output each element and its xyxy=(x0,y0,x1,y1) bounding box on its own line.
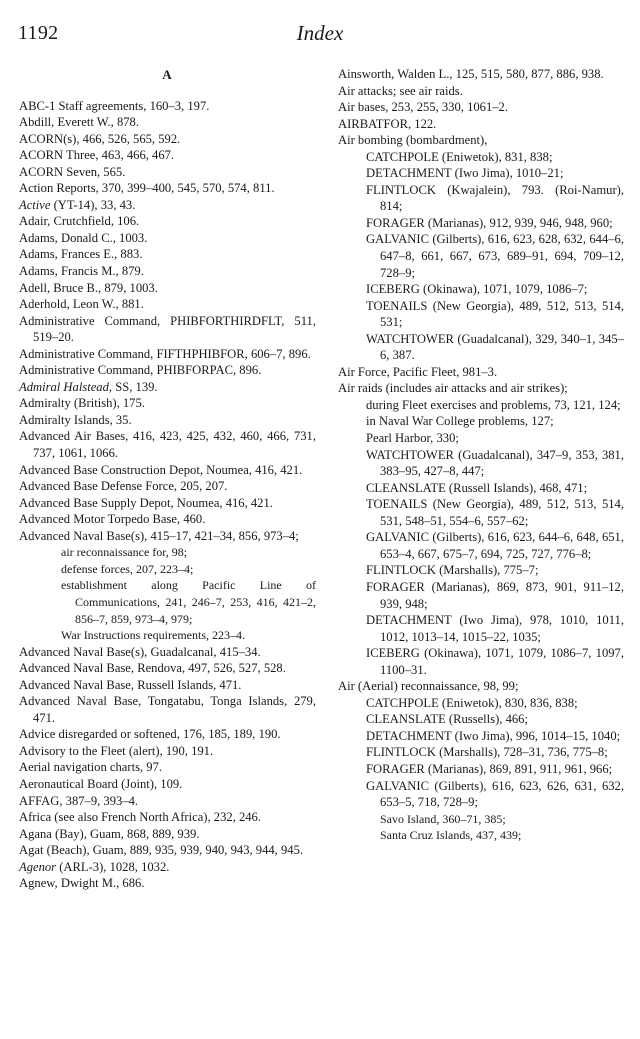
index-entry: Admiralty (British), 175. xyxy=(19,396,145,411)
index-entry: Administrative Command, FIFTHPHIBFOR, 606–7, 896. xyxy=(19,346,311,361)
index-entry: Admiral Halstead, SS, 139. xyxy=(19,379,158,394)
index-subentry: War Instructions requirements, 223–4. xyxy=(61,628,245,643)
index-entry: Adams, Frances E., 883. xyxy=(19,247,143,262)
index-entry: Action Reports, 370, 399–400, 545, 570, 574, 811. xyxy=(19,181,275,196)
index-subentry: ICEBERG (Okinawa), 1071, 1079, 1086–7; xyxy=(366,282,588,297)
index-entry: ACORN(s), 466, 526, 565, 592. xyxy=(19,131,181,146)
index-subentry: FLINTLOCK (Marshalls), 728–31, 736, 775–8; xyxy=(366,745,608,760)
index-entry: Advanced Motor Torpedo Base, 460. xyxy=(19,512,206,527)
index-entry: Air bases, 253, 255, 330, 1061–2. xyxy=(338,100,509,115)
index-subentry: DETACHMENT (Iwo Jima), 996, 1014–15, 1040; xyxy=(366,728,621,743)
index-subentry: Santa Cruz Islands, 437, 439; xyxy=(380,828,522,843)
index-entry: Advisory to the Fleet (alert), 190, 191. xyxy=(19,743,214,758)
index-subentry: air reconnaissance for, 98; xyxy=(61,545,188,560)
index-subentry: TOENAILS (New Georgia), 489, 512, 513, 514, 531, 548–51, 554–6, 557–62; xyxy=(366,497,624,528)
index-entry: Aeronautical Board (Joint), 109. xyxy=(19,776,183,791)
index-subentry: FLINTLOCK (Marshalls), 775–7; xyxy=(366,563,539,578)
index-entry: Admiralty Islands, 35. xyxy=(19,412,132,427)
index-entry: Advanced Naval Base(s), 415–17, 421–34, 856, 973–4; xyxy=(19,528,299,543)
index-entry: Advanced Naval Base(s), Guadalcanal, 415–34. xyxy=(19,644,261,659)
index-entry: Administrative Command, PHIBFORTHIRDFLT, 511, 519–20. xyxy=(19,313,316,345)
index-subentry: DETACHMENT (Iwo Jima), 978, 1010, 1011, 1012, 1013–14, 1015–22, 1035; xyxy=(366,613,624,644)
index-entry: ACORN Seven, 565. xyxy=(19,164,126,179)
index-entry: Agnew, Dwight M., 686. xyxy=(19,876,145,891)
index-entry: Advice disregarded or softened, 176, 185, 189, 190. xyxy=(19,727,281,742)
index-subentry: FLINTLOCK (Kwajalein), 793. (Roi-Namur), 814; xyxy=(366,182,624,214)
index-entry: AFFAG, 387–9, 393–4. xyxy=(19,793,139,808)
section-letter-heading: A xyxy=(162,67,173,82)
index-entry: Administrative Command, PHIBFORPAC, 896. xyxy=(19,363,262,378)
index-subentry: CATCHPOLE (Eniwetok), 830, 836, 838; xyxy=(366,695,578,710)
index-subentry: FORAGER (Marianas), 869, 891, 911, 961, 966; xyxy=(366,761,613,776)
index-subentry: Pearl Harbor, 330; xyxy=(366,431,459,446)
index-column-left xyxy=(19,66,316,892)
page-number: 1192 xyxy=(18,22,59,44)
index-subentry: establishment along Pacific Line of Communications, 241, 246–7, 253, 416, 421–2, 856–7, 859, 973–4, 979; xyxy=(61,578,316,626)
index-entry: Africa (see also French North Africa), 232, 246. xyxy=(19,810,261,825)
index-entry: Advanced Naval Base, Tongatabu, Tonga Islands, 279, 471. xyxy=(19,694,316,725)
index-entry: Advanced Naval Base, Russell Islands, 471. xyxy=(19,677,242,692)
index-entry: Ainsworth, Walden L., 125, 515, 580, 877, 886, 938. xyxy=(338,67,604,81)
index-entry: Aderhold, Leon W., 881. xyxy=(19,297,144,312)
index-entry: Adair, Crutchfield, 106. xyxy=(19,214,140,229)
index-entry: Advanced Base Defense Force, 205, 207. xyxy=(19,479,228,494)
index-entry-list-left xyxy=(19,98,316,892)
index-entry: Air (Aerial) reconnaissance, 98, 99; xyxy=(338,679,519,694)
index-subentry: ICEBERG (Okinawa), 1071, 1079, 1086–7, 1097, 1100–31. xyxy=(366,646,624,677)
index-entry: Abdill, Everett W., 878. xyxy=(19,115,139,130)
index-subentry: WATCHTOWER (Guadalcanal), 329, 340–1, 345–6, 387. xyxy=(366,331,624,363)
index-entry: Agat (Beach), Guam, 889, 935, 939, 940, 943, 944, 945. xyxy=(19,843,304,858)
index-subentry: CLEANSLATE (Russells), 466; xyxy=(366,712,528,727)
index-entry-list-right xyxy=(338,66,624,844)
index-entry: Agenor (ARL-3), 1028, 1032. xyxy=(19,859,170,874)
index-subentry: Savo Island, 360–71, 385; xyxy=(380,811,506,826)
index-entry: Aerial navigation charts, 97. xyxy=(19,760,163,775)
index-subentry: during Fleet exercises and problems, 73, 121, 124; xyxy=(366,397,621,412)
index-entry: AIRBATFOR, 122. xyxy=(338,116,437,131)
page-title: Index xyxy=(296,21,344,45)
index-entry: Active (YT-14), 33, 43. xyxy=(19,197,136,212)
index-subentry: FORAGER (Marianas), 869, 873, 901, 911–12, 939, 948; xyxy=(366,579,624,611)
index-subentry: CLEANSLATE (Russell Islands), 468, 471; xyxy=(366,480,588,495)
index-entry: Air raids (includes air attacks and air strikes); xyxy=(338,381,568,396)
index-entry: Air bombing (bombardment), xyxy=(338,133,488,148)
index-entry: Air attacks; see air raids. xyxy=(338,83,463,98)
index-entry: Adams, Donald C., 1003. xyxy=(19,230,148,245)
index-subentry: TOENAILS (New Georgia), 489, 512, 513, 514, 531; xyxy=(366,298,624,330)
index-subentry: GALVANIC (Gilberts), 616, 623, 628, 632, 644–6, 647–8, 661, 667, 673, 689–91, 694, 709–12, 728–9; xyxy=(366,232,624,280)
index-subentry: GALVANIC (Gilberts), 616, 623, 626, 631, 632, 653–5, 718, 728–9; xyxy=(366,778,624,810)
index-entry: Advanced Base Supply Depot, Noumea, 416, 421. xyxy=(19,495,273,510)
index-entry: Adell, Bruce B., 879, 1003. xyxy=(19,280,158,295)
index-entry: ACORN Three, 463, 466, 467. xyxy=(19,148,175,163)
index-subentry: FORAGER (Marianas), 912, 939, 946, 948, 960; xyxy=(366,215,613,230)
index-entry: Adams, Francis M., 879. xyxy=(19,264,144,279)
index-entry: Advanced Base Construction Depot, Noumea, 416, 421. xyxy=(19,462,303,477)
index-entry: Advanced Air Bases, 416, 423, 425, 432, 460, 466, 731, 737, 1061, 1066. xyxy=(19,429,316,461)
index-entry: Agana (Bay), Guam, 868, 889, 939. xyxy=(19,826,200,841)
index-subentry: DETACHMENT (Iwo Jima), 1010–21; xyxy=(366,166,564,181)
index-column-right xyxy=(338,66,624,844)
index-subentry: WATCHTOWER (Guadalcanal), 347–9, 353, 381, 383–95, 427–8, 447; xyxy=(366,447,624,479)
index-subentry: defense forces, 207, 223–4; xyxy=(61,561,194,576)
index-subentry: GALVANIC (Gilberts), 616, 623, 644–6, 648, 651, 653–4, 667, 675–7, 694, 725, 727, 776–8; xyxy=(366,530,624,561)
index-entry: ABC-1 Staff agreements, 160–3, 197. xyxy=(19,98,210,113)
index-entry: Advanced Naval Base, Rendova, 497, 526, 527, 528. xyxy=(19,661,286,676)
index-subentry: in Naval War College problems, 127; xyxy=(366,414,554,429)
index-subentry: CATCHPOLE (Eniwetok), 831, 838; xyxy=(366,149,553,164)
index-entry: Air Force, Pacific Fleet, 981–3. xyxy=(338,364,498,379)
